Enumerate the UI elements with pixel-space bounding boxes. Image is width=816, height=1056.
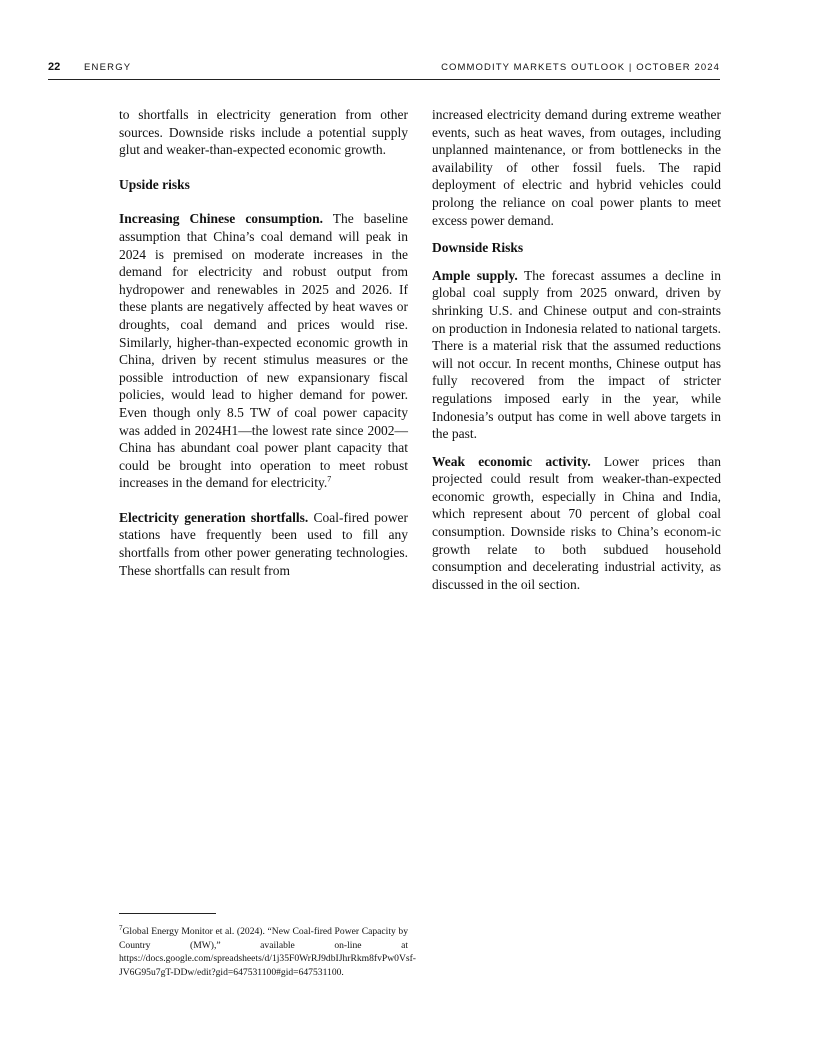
generation-shortfalls-paragraph	[119, 509, 408, 579]
weak-economic-activity-lead: Weak economic activity.	[432, 453, 591, 469]
footnote	[119, 923, 416, 979]
chinese-consumption-lead: Increasing Chinese consumption.	[119, 211, 323, 227]
footnote-text: Global Energy Monitor et al. (2024). “New Coal-fired Power Capacity by Country (MW),” available on-line at https://docs.google.com/spreadsheets/d/1j35F0WrRJ9dbIJhrRkm8fvPw0Vsf-JV6G95u7gT-DDw/edit?gid=647531100#gid=647531100.	[119, 926, 416, 978]
footnote-ref[interactable]: 7	[327, 474, 332, 484]
ample-supply-text: The forecast assumes a decline in global coal supply from 2025 onward, driven by shrinking U.S. and Chinese output and con-straints on production in Indonesia related to national targets. There is a material risk that the assumed reductions will not occur. In recent months, Chinese output has fully recovered from the impact of stricter regulations imposed early in the year, while Indonesia’s output has come in well above targets in the past.	[432, 267, 721, 442]
downside-risks-heading: Downside Risks	[432, 240, 524, 256]
page-number: 22	[48, 61, 61, 73]
intro-paragraph: to shortfalls in electricity generation from other sources. Downside risks include a potential supply glut and weaker-than-expected economic growth.	[119, 107, 408, 158]
generation-shortfalls-text: Coal-fired power stations have frequently been used to fill any shortfalls from other power generating technologies. These shortfalls can result from	[119, 509, 408, 578]
right-column	[432, 106, 721, 593]
upside-risks-heading: Upside risks	[119, 176, 190, 192]
chinese-consumption-paragraph	[119, 210, 408, 492]
chinese-consumption-text: The baseline assumption that China’s coal demand will peak in 2024 is premised on moderate increases in the demand for electricity and robust output from hydropower and renewables in 2025 and 2026. If these plants are negatively affected by heat waves or droughts, coal demand and prices would rise. Similarly, higher-than-expected economic growth in China, driven by recent stimulus measures or the possible introduction of new expansionary fiscal policies, would lead to higher demand for power. Even though only 8.5 TW of coal power capacity was added in 2024H1—the lowest rate since 2002—China has abundant coal power plant capacity that could be brought into operation to meet robust increases in the demand for electricity.	[119, 211, 408, 491]
shortfalls-continued-paragraph: increased electricity demand during extreme weather events, such as heat waves, from outages, including unplanned maintenance, or from bottlenecks in the availability of other fossil fuels. The rapid deployment of electric and hybrid vehicles could prolong the reliance on coal power plants to meet excess power demand.	[432, 107, 721, 228]
page-header	[48, 61, 720, 80]
section-name: ENERGY	[84, 62, 132, 73]
footnote-divider	[119, 913, 216, 914]
weak-economic-activity-paragraph	[432, 453, 721, 594]
generation-shortfalls-lead: Electricity generation shortfalls.	[119, 509, 309, 525]
left-column	[119, 106, 408, 579]
publication-title: COMMODITY MARKETS OUTLOOK | OCTOBER 2024	[441, 62, 720, 73]
ample-supply-lead: Ample supply.	[432, 267, 518, 283]
ample-supply-paragraph	[432, 267, 721, 443]
weak-economic-activity-text: Lower prices than projected could result from weaker-than-expected economic growth, especially in China and India, which represent about 70 percent of global coal consumption. Downside risks to China’s econom-ic growth relate to both subdued household consumption and decelerating industrial activity, as discussed in the oil section.	[432, 453, 721, 592]
footnote-number: 7	[119, 923, 123, 932]
